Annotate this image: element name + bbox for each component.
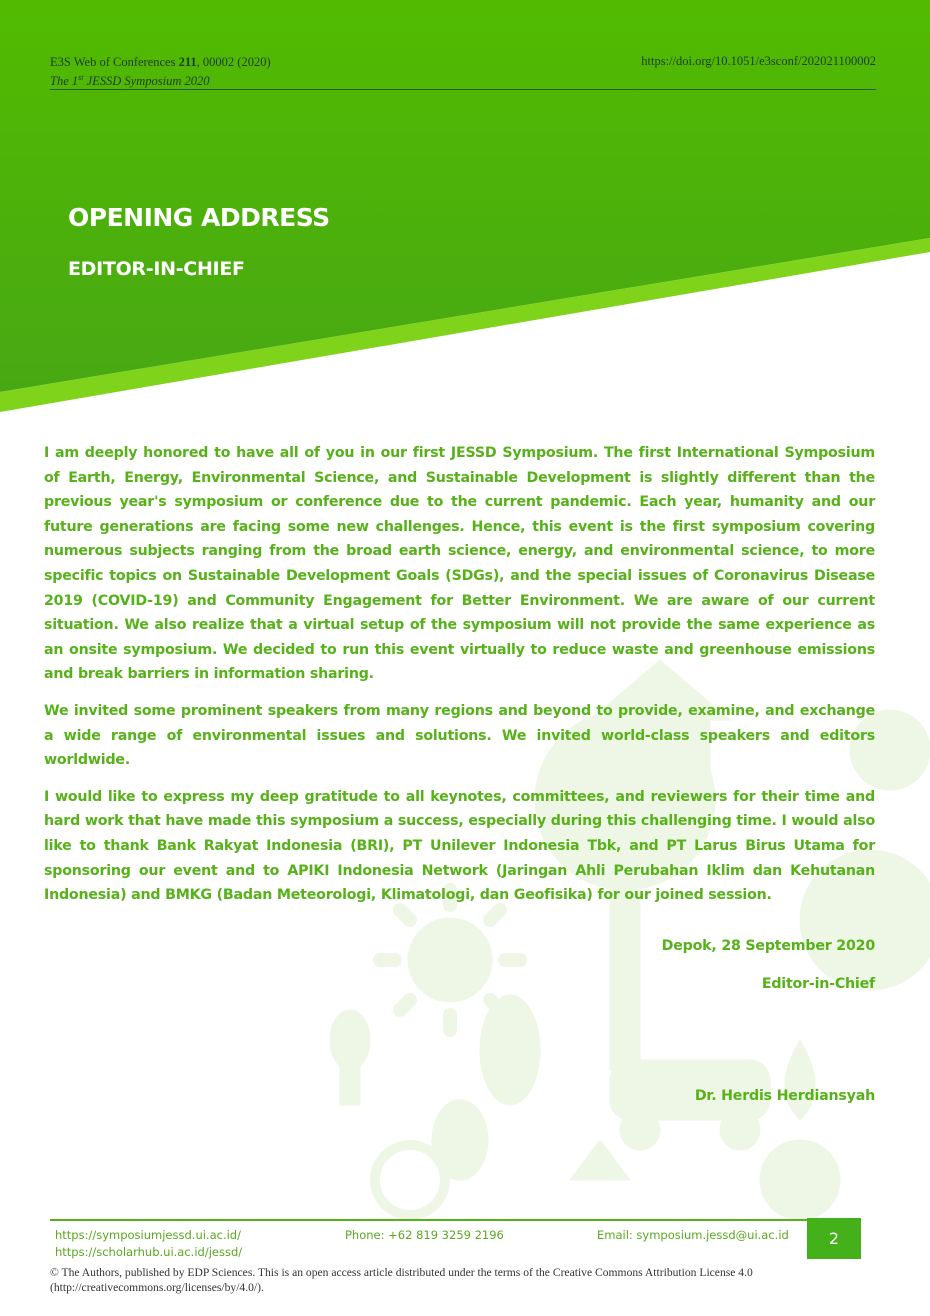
footer-links	[55, 1227, 242, 1261]
scholarhub-url-link[interactable]: https://scholarhub.ui.ac.id/jessd/	[55, 1245, 243, 1259]
proceedings-ordinal: st	[78, 73, 84, 82]
license-text: © The Authors, published by EDP Sciences. This is an open access article distributed under the terms of the Creative Commons Attribution License 4.0	[50, 1266, 753, 1279]
signature-name: Dr. Herdis Herdiansyah	[694, 1088, 875, 1104]
footer-divider	[50, 1219, 807, 1221]
page-subtitle: EDITOR-IN-CHIEF	[68, 258, 245, 280]
proceedings-prefix: The 1	[50, 74, 79, 89]
proceedings-suffix: JESSD Symposium 2020	[83, 74, 210, 89]
symposium-url-link[interactable]: https://symposiumjessd.ui.ac.id/	[55, 1228, 241, 1242]
page-title: OPENING ADDRESS	[68, 203, 330, 232]
doi-link[interactable]: https://doi.org/10.1051/e3sconf/202021100002	[641, 54, 876, 68]
license-url[interactable]: (http://creativecommons.org/licenses/by/4.0/).	[50, 1281, 264, 1294]
article-body	[44, 441, 875, 920]
page-number: 2	[807, 1218, 861, 1259]
article-number: , 00002 (2020)	[196, 55, 271, 69]
paragraph: We invited some prominent speakers from many regions and beyond to provide, examine, and exchange a wide range of environmental issues and solutions. We invited world-class speakers and editors worldwide.	[44, 702, 875, 769]
running-head	[50, 54, 271, 89]
footer-email[interactable]: Email: symposium.jessd@ui.ac.id	[597, 1228, 789, 1242]
sun-icon	[408, 918, 492, 1002]
paragraph: I would like to express my deep gratitude to all keynotes, committees, and reviewers for their time and hard work that have made this symposium a success, especially during this challenging time. I would also like to thank Bank Rakyat Indonesia (BRI), PT Unilever Indonesia Tbk, and PT Larus Birus Utama for sponsoring our event and to APIKI Indonesia Network (Jaringan Ahli Perubahan Iklim dan Kehutanan Indonesia) and BMKG (Badan Meteorologi, Klimatologi, dan Geofisika) for our joined session.	[44, 788, 875, 904]
signature-place-date: Depok, 28 September 2020	[661, 938, 875, 954]
journal-name: E3S Web of Conferences	[50, 55, 176, 69]
paragraph: I am deeply honored to have all of you in our first JESSD Symposium. The first International Symposium of Earth, Energy, Environmental Science, and Sustainable Development is slightly different than the previous year's symposium or conference due to the current pandemic. Each year, humanity and our future generations are facing some new challenges. Hence, this event is the first symposium covering numerous subjects ranging from the broad earth science, energy, and environmental science, to more specific topics on Sustainable Development Goals (SDGs), and the special issues of Coronavirus Disease 2019 (COVID-19) and Community Engagement for Better Environment. We are aware of our current situation. We also realize that a virtual setup of the symposium will not provide the same experience as an onsite symposium. We decided to run this event virtually to reduce waste and greenhouse emissions and break barriers in information sharing.	[44, 445, 875, 683]
proceedings-name	[50, 70, 271, 89]
journal-volume: 211	[178, 55, 197, 69]
license-notice	[50, 1265, 880, 1295]
header-divider	[50, 89, 876, 90]
footer-phone: Phone: +62 819 3259 2196	[345, 1228, 504, 1242]
signature-role: Editor-in-Chief	[761, 976, 875, 992]
